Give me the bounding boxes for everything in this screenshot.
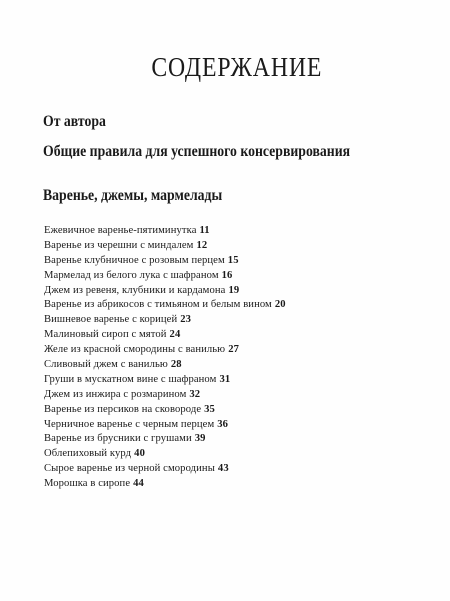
toc-entry — [44, 224, 286, 239]
toc-entry-page: 12 — [196, 239, 208, 251]
toc-entry-page: 16 — [221, 269, 233, 281]
toc-entry-page: 39 — [194, 433, 206, 445]
toc-entry — [44, 313, 286, 328]
toc-entry-title: Ежевичное варенье-пятиминутка — [44, 225, 197, 236]
toc-entry — [44, 343, 286, 358]
toc-entry-page: 19 — [228, 284, 240, 296]
toc-entry — [44, 328, 286, 343]
toc-entry — [44, 358, 286, 373]
toc-entry-page: 35 — [204, 403, 215, 415]
toc-entry-title: Морошка в сиропе — [44, 478, 131, 490]
toc-entry-page: 28 — [170, 359, 182, 371]
toc-entry — [44, 403, 286, 418]
toc-entry-page: 43 — [217, 463, 229, 475]
toc-entry — [44, 447, 286, 462]
table-of-contents-list — [44, 224, 286, 492]
toc-entry — [44, 254, 286, 269]
toc-entry-title: Вишневое варенье с корицей — [44, 314, 178, 326]
toc-entry-title: Варенье из черешни с миндалем — [44, 239, 194, 251]
toc-entry-page: 15 — [227, 254, 239, 266]
toc-entry-page: 32 — [189, 388, 201, 400]
toc-entry-page: 44 — [133, 478, 144, 490]
toc-entry-title: Сливовый джем с ванилью — [44, 359, 168, 371]
toc-entry-page: 11 — [199, 225, 210, 236]
toc-entry-page: 36 — [217, 418, 229, 430]
toc-entry-page: 27 — [228, 344, 239, 356]
toc-entry-title: Варенье из брусники с грушами — [44, 433, 192, 445]
toc-entry-page: 23 — [180, 314, 192, 326]
section-heading-author: От автора — [43, 113, 106, 130]
toc-entry — [44, 462, 286, 477]
toc-entry-title: Варенье из персиков на сковороде — [44, 403, 202, 415]
toc-entry-title: Груши в мускатном вине с шафраном — [44, 373, 217, 385]
toc-entry-title: Варенье из абрикосов с тимьяном и белым вином — [44, 299, 272, 311]
toc-entry-title: Облепиховый курд — [44, 448, 132, 460]
toc-entry-title: Джем из инжира с розмарином — [44, 388, 187, 400]
toc-entry-page: 40 — [134, 448, 145, 460]
toc-entry-page: 20 — [274, 299, 286, 311]
toc-entry — [44, 477, 286, 492]
section-heading-jams: Варенье, джемы, мармелады — [43, 187, 223, 204]
toc-entry — [44, 298, 286, 313]
toc-entry-title: Мармелад из белого лука с шафраном — [44, 269, 219, 281]
toc-entry-title: Джем из ревеня, клубники и кардамона — [44, 284, 226, 296]
page-title: СОДЕРЖАНИЕ — [150, 52, 322, 82]
toc-entry — [44, 269, 286, 284]
toc-entry — [44, 418, 286, 433]
toc-entry-page: 31 — [219, 373, 231, 385]
toc-entry — [44, 388, 286, 403]
toc-entry-page: 24 — [169, 329, 181, 341]
toc-entry-title: Варенье клубничное с розовым перцем — [44, 254, 225, 266]
toc-entry-title: Сырое варенье из черной смородины — [44, 463, 215, 475]
toc-entry — [44, 239, 286, 254]
toc-entry — [44, 432, 286, 447]
toc-entry-title: Желе из красной смородины с ванилью — [44, 344, 226, 356]
toc-entry-title: Черничное варенье с черным перцем — [44, 418, 215, 430]
toc-entry — [44, 284, 286, 299]
toc-entry — [44, 373, 286, 388]
toc-entry-title: Малиновый сироп с мятой — [44, 329, 167, 341]
section-heading-rules: Общие правила для успешного консервирования — [43, 143, 351, 160]
